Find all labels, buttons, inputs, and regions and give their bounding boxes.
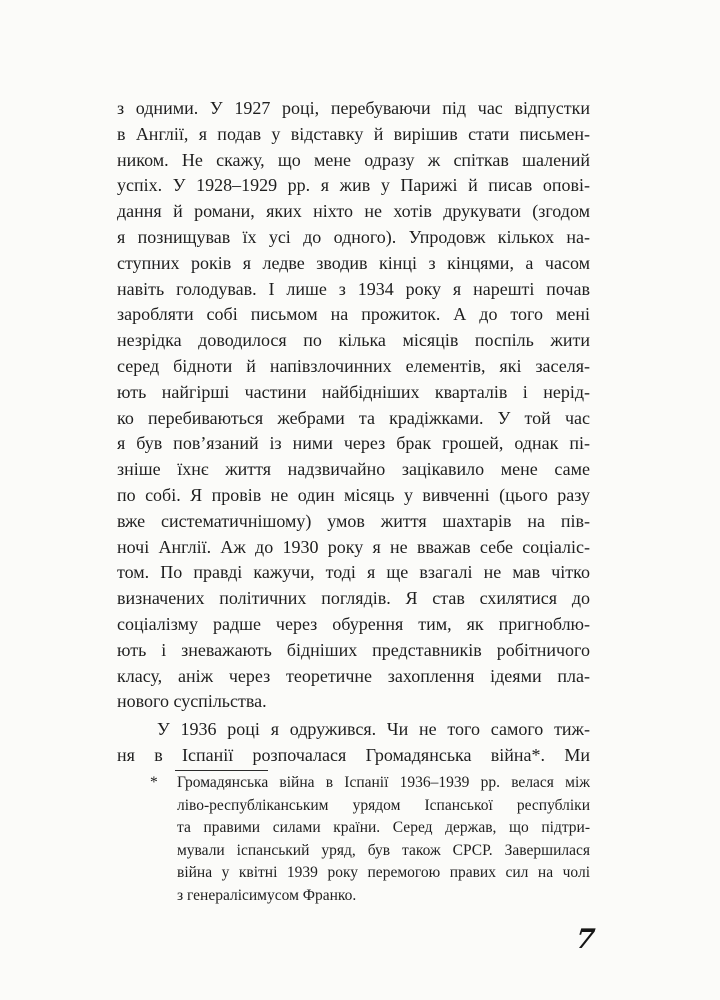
text-line: ночі Англії. Аж до 1930 року я не вважав себе соціаліс-: [117, 536, 590, 557]
body-paragraph-new: [117, 717, 590, 769]
text-line: ником. Не скажу, що мене одразу ж спіткав шалений: [117, 149, 590, 170]
text-line: ліво-республіканським урядом Іспанської республіки: [177, 796, 590, 814]
text-line: я познищував їх усі до одного). Упродовж кількох на-: [117, 226, 590, 247]
text-line: по собі. Я провів не один місяць у вивченні (цього разу: [117, 484, 590, 505]
text-line: навіть голодував. І лише з 1934 року я нарешті почав: [117, 278, 590, 299]
body-paragraph-continuation: [117, 96, 590, 715]
text-line: війна у квітні 1939 року перемогою правих сил на чолі: [177, 864, 590, 881]
text-line: том. По правді кажучи, тоді я ще взагалі не мав чітко: [117, 562, 590, 583]
text-line: вже систематичнішому) умов життя шахтарів на пів-: [117, 510, 590, 531]
text-line: ко перебиваються жебрами та крадіжками. У той час: [117, 407, 590, 428]
text-line: зніше їхнє життя надзвичайно зацікавило мене саме: [117, 459, 590, 480]
text-line: ступних років я ледве зводив кінці з кінцями, а часом: [117, 252, 590, 273]
text-line: нового суспільства.: [117, 691, 267, 712]
text-line: я був пов’язаний із ними через брак грошей, однак пі-: [117, 433, 590, 454]
footnote-body: [117, 772, 590, 907]
text-line: заробляти собі письмом на прожиток. А до того мені: [117, 304, 590, 325]
text-line: з генералісимусом Франко.: [177, 886, 357, 904]
text-line: ють найгірші частини найбідніших кварталів і нерід-: [117, 381, 590, 402]
text-line: мували іспанський уряд, був також СРСР. Завершилася: [177, 841, 590, 859]
text-line: дання й романи, яких ніхто не хотів друкувати (згодом: [117, 201, 590, 222]
text-line: серед бідноти й напівзлочинних елементів, які заселя-: [117, 355, 590, 376]
text-line: визначених політичних поглядів. Я став схилятися до: [117, 588, 590, 609]
text-line: незрідка доводилося по кілька місяців поспіль жити: [117, 330, 590, 351]
page-number: 7: [574, 924, 597, 955]
text-line: з одними. У 1927 році, перебуваючи під час відпустки: [117, 98, 590, 118]
text-line: ня в Іспанії розпочалася Громадянська війна*. Ми: [117, 744, 590, 765]
text-line: класу, аніж через теоретичне захоплення ідеями пла-: [117, 665, 590, 686]
text-line: та правими силами країни. Серед держав, що підтри-: [177, 819, 590, 836]
text-column: [117, 96, 590, 769]
text-line: успіх. У 1928–1929 рр. я жив у Парижі й писав опові-: [117, 175, 590, 196]
footnote-separator-rule: [175, 770, 268, 771]
text-line: ють і зневажають бідніших представників робітничого: [117, 639, 590, 660]
footnote-text: [177, 772, 590, 907]
text-line: У 1936 році я одружився. Чи не того самого тиж-: [157, 719, 590, 740]
text-line: соціалізму радше через обурення тим, як пригноблю-: [117, 613, 590, 634]
text-line: Громадянська війна в Іспанії 1936–1939 рр. велася між: [177, 774, 590, 791]
footnote: [117, 770, 590, 907]
text-line: в Англії, я подав у відставку й вирішив стати письмен-: [117, 123, 590, 144]
footnote-asterisk-marker: *: [150, 774, 158, 791]
